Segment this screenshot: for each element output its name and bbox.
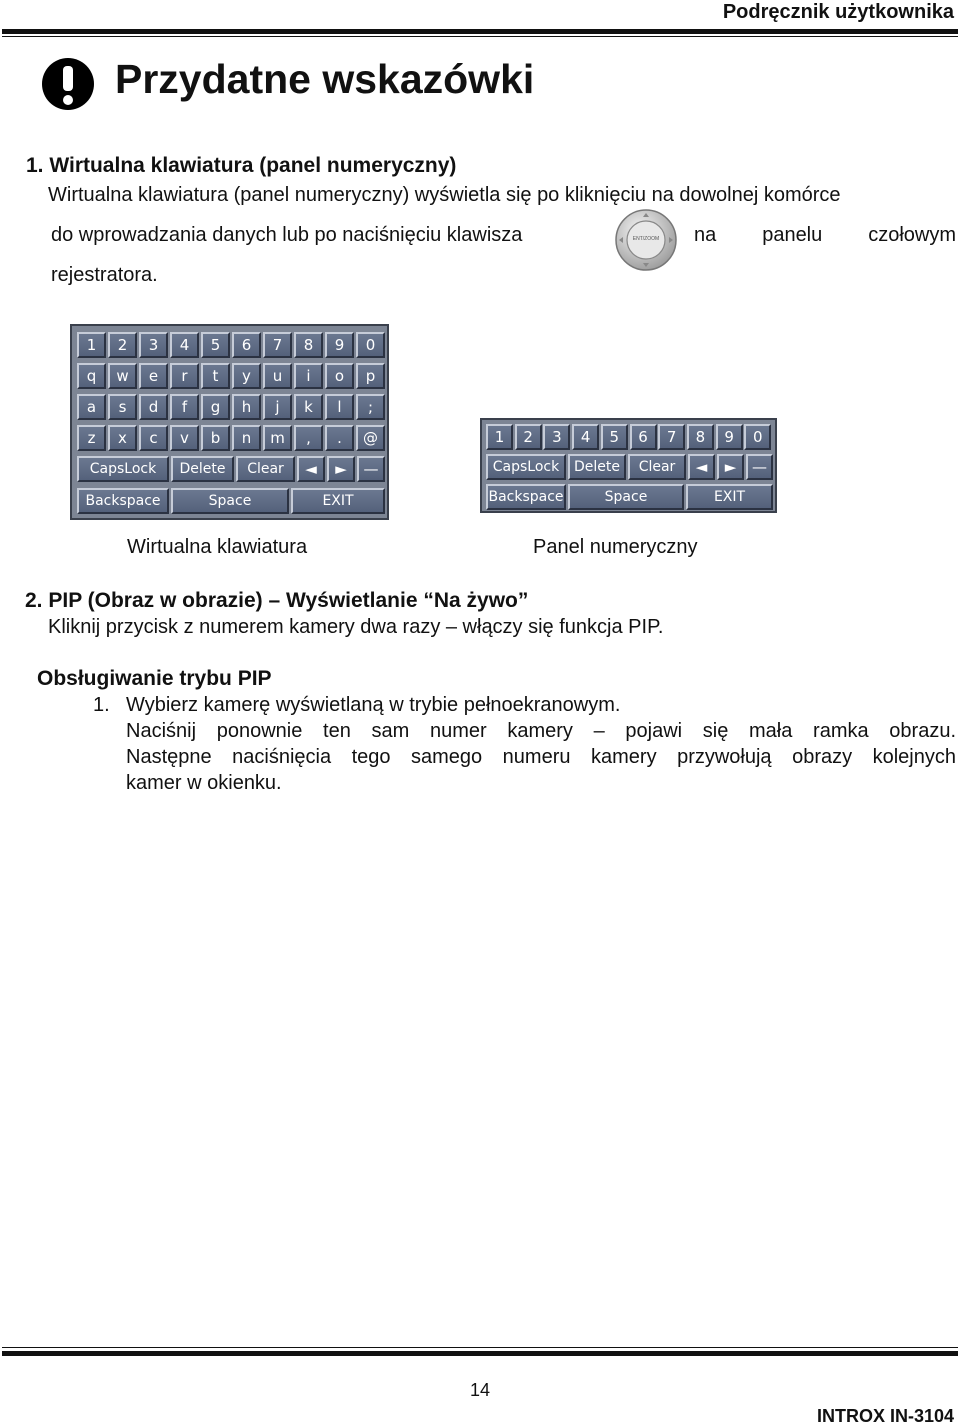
- numpad-caption: Panel numeryczny: [533, 536, 698, 558]
- pip-subheading: Obsługiwanie trybu PIP: [37, 667, 272, 690]
- keyboard-row4-key[interactable]: z: [77, 425, 106, 451]
- keyboard-row1-key[interactable]: 8: [294, 332, 323, 358]
- keyboard-row4-key[interactable]: ,: [294, 425, 323, 451]
- ent-zoom-knob-icon: [614, 208, 678, 272]
- keyboard-row4-key[interactable]: x: [108, 425, 137, 451]
- keyboard-row1-key[interactable]: 6: [232, 332, 261, 358]
- keyboard-row3-key[interactable]: j: [263, 394, 292, 420]
- keyboard-row3-key[interactable]: a: [77, 394, 106, 420]
- model-name: INTROX IN-3104: [816, 1406, 954, 1426]
- section1-line2b: na panelu czołowym: [694, 224, 956, 246]
- footer-rule-thin: [2, 1347, 958, 1348]
- arrow-left-key[interactable]: ◄: [297, 456, 325, 482]
- page-title: Przydatne wskazówki: [115, 56, 535, 102]
- numpad-arrow-left-key[interactable]: ◄: [688, 454, 715, 480]
- keyboard-row1-key[interactable]: 7: [263, 332, 292, 358]
- keyboard-row2-key[interactable]: t: [201, 363, 230, 389]
- keyboard-row4-key[interactable]: .: [325, 425, 354, 451]
- keyboard-caption: Wirtualna klawiatura: [127, 536, 308, 558]
- keyboard-row2-key[interactable]: u: [263, 363, 292, 389]
- keyboard-row4-key[interactable]: c: [139, 425, 168, 451]
- keyboard-row1-key[interactable]: 5: [201, 332, 230, 358]
- header-rule-thin: [2, 36, 958, 37]
- numpad-row1-key[interactable]: 6: [630, 424, 657, 450]
- numpad-row1-key[interactable]: 0: [744, 424, 771, 450]
- keyboard-row2-key[interactable]: o: [325, 363, 354, 389]
- keyboard-row2-key[interactable]: p: [356, 363, 385, 389]
- pip-item-number: 1.: [93, 694, 110, 716]
- numeric-panel: [480, 418, 777, 513]
- numpad-row1-key[interactable]: 8: [687, 424, 714, 450]
- section1-heading: 1. Wirtualna klawiatura (panel numeryczny): [26, 154, 457, 177]
- keyboard-row3-key[interactable]: ;: [356, 394, 385, 420]
- exit-key[interactable]: EXIT: [291, 488, 385, 514]
- keyboard-row2-key[interactable]: w: [108, 363, 137, 389]
- numpad-exit-key[interactable]: EXIT: [686, 484, 773, 510]
- keyboard-row2-key[interactable]: i: [294, 363, 323, 389]
- keyboard-row1-key[interactable]: 1: [77, 332, 106, 358]
- keyboard-row2-key[interactable]: r: [170, 363, 199, 389]
- keyboard-row3-key[interactable]: g: [201, 394, 230, 420]
- keyboard-row2-key[interactable]: q: [77, 363, 106, 389]
- keyboard-row1-key[interactable]: 4: [170, 332, 199, 358]
- keyboard-row3-key[interactable]: k: [294, 394, 323, 420]
- section1-line2a: do wprowadzania danych lub po naciśnięciu klawisza: [51, 224, 523, 246]
- numpad-capslock-key[interactable]: CapsLock: [486, 454, 566, 480]
- keyboard-row1-key[interactable]: 9: [325, 332, 354, 358]
- keyboard-row4-key[interactable]: n: [232, 425, 261, 451]
- keyboard-row2-key[interactable]: y: [232, 363, 261, 389]
- numpad-row1-key[interactable]: 9: [716, 424, 743, 450]
- pip-item-line4: kamer w okienku.: [126, 772, 282, 794]
- numpad-row1-key[interactable]: 5: [601, 424, 628, 450]
- keyboard-row3-key[interactable]: h: [232, 394, 261, 420]
- numpad-row1-key[interactable]: 1: [486, 424, 513, 450]
- page-number: 14: [470, 1380, 491, 1400]
- keyboard-row1-key[interactable]: 2: [108, 332, 137, 358]
- numpad-row1-key[interactable]: 2: [515, 424, 542, 450]
- keyboard-row1-key[interactable]: 3: [139, 332, 168, 358]
- section2-line1: Kliknij przycisk z numerem kamery dwa razy – włączy się funkcja PIP.: [48, 616, 664, 638]
- exclamation-icon: [42, 58, 94, 110]
- dash-key[interactable]: —: [357, 456, 385, 482]
- keyboard-row3-key[interactable]: d: [139, 394, 168, 420]
- header-rule: [2, 29, 958, 34]
- space-key[interactable]: Space: [171, 488, 289, 514]
- keyboard-row3-key[interactable]: s: [108, 394, 137, 420]
- numpad-clear-key[interactable]: Clear: [628, 454, 686, 480]
- section1-line1: Wirtualna klawiatura (panel numeryczny) wyświetla się po kliknięciu na dowolnej komórce: [48, 184, 841, 206]
- knob-label: ENT/ZOOM: [632, 236, 660, 242]
- clear-key[interactable]: Clear: [236, 456, 295, 482]
- keyboard-row4-key[interactable]: m: [263, 425, 292, 451]
- pip-item-line1: Wybierz kamerę wyświetlaną w trybie pełnoekranowym.: [126, 694, 621, 716]
- arrow-right-key[interactable]: ►: [327, 456, 355, 482]
- numpad-row1-key[interactable]: 7: [658, 424, 685, 450]
- delete-key[interactable]: Delete: [171, 456, 234, 482]
- manual-header-title: Podręcznik użytkownika: [722, 1, 954, 23]
- keyboard-row1-key[interactable]: 0: [356, 332, 385, 358]
- footer-rule: [2, 1351, 958, 1356]
- virtual-keyboard: [70, 324, 389, 520]
- section1-line3: rejestratora.: [51, 264, 158, 286]
- capslock-key[interactable]: CapsLock: [77, 456, 169, 482]
- keyboard-row3-key[interactable]: f: [170, 394, 199, 420]
- numpad-row1-key[interactable]: 3: [543, 424, 570, 450]
- numpad-delete-key[interactable]: Delete: [568, 454, 626, 480]
- pip-item-line3: Następne naciśnięcia tego samego numeru kamery przywołują obrazy kolejnych: [126, 746, 956, 768]
- keyboard-row4-key[interactable]: b: [201, 425, 230, 451]
- numpad-backspace-key[interactable]: Backspace: [486, 484, 566, 510]
- numpad-row1-key[interactable]: 4: [572, 424, 599, 450]
- keyboard-row4-key[interactable]: @: [356, 425, 385, 451]
- keyboard-row3-key[interactable]: l: [325, 394, 354, 420]
- numpad-space-key[interactable]: Space: [568, 484, 684, 510]
- keyboard-row2-key[interactable]: e: [139, 363, 168, 389]
- section2-heading: 2. PIP (Obraz w obrazie) – Wyświetlanie “Na żywo”: [25, 589, 529, 612]
- keyboard-row4-key[interactable]: v: [170, 425, 199, 451]
- backspace-key[interactable]: Backspace: [77, 488, 169, 514]
- numpad-dash-key[interactable]: —: [746, 454, 773, 480]
- numpad-arrow-right-key[interactable]: ►: [717, 454, 744, 480]
- pip-item-line2: Naciśnij ponownie ten sam numer kamery – pojawi się mała ramka obrazu.: [126, 720, 956, 742]
